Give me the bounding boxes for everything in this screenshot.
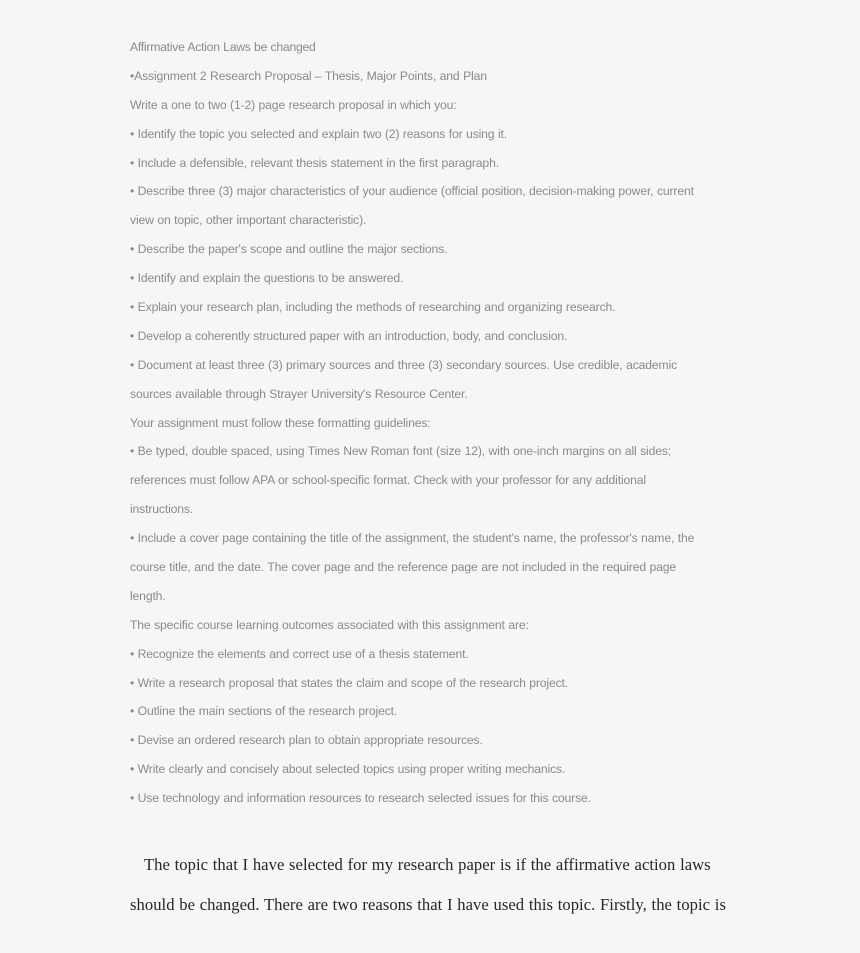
outcomes-intro: The specific course learning outcomes associated with this assignment are: <box>130 617 529 632</box>
bullet-item: • Document at least three (3) primary sources and three (3) secondary sources. Use credible, academic <box>130 357 678 372</box>
outcome-item: • Recognize the elements and correct use of a thesis statement. <box>130 646 469 661</box>
bullet-item: • Describe three (3) major characteristics of your audience (official position, decision-making power, current <box>130 184 694 199</box>
bullet-item-continuation: instructions. <box>130 502 194 517</box>
bullet-item-continuation: references must follow APA or school-specific format. Check with your professor for any additional <box>130 473 646 488</box>
bullet-item: • Identify and explain the questions to be answered. <box>130 271 404 286</box>
bullet-item: • Explain your research plan, including the methods of researching and organizing research. <box>130 300 616 315</box>
outcome-item: • Use technology and information resources to research selected issues for this course. <box>130 791 591 806</box>
bullet-item-continuation: course title, and the date. The cover page and the reference page are not included in the required page <box>130 560 676 575</box>
outcome-item: • Write a research proposal that states the claim and scope of the research project. <box>130 675 569 690</box>
outcome-item: • Write clearly and concisely about selected topics using proper writing mechanics. <box>130 762 566 777</box>
bullet-item-continuation: length. <box>130 588 166 603</box>
document-title: Affirmative Action Laws be changed <box>130 40 316 54</box>
instruction-intro: Write a one to two (1-2) page research proposal in which you: <box>130 97 457 112</box>
bullet-item-continuation: view on topic, other important characteristic). <box>130 213 367 228</box>
essay-paragraph <box>130 845 740 924</box>
assignment-instructions <box>130 33 740 813</box>
formatting-intro: Your assignment must follow these formatting guidelines: <box>130 415 431 430</box>
bullet-item: • Include a defensible, relevant thesis statement in the first paragraph. <box>130 155 499 170</box>
outcome-item: • Outline the main sections of the research project. <box>130 704 398 719</box>
bullet-item: • Identify the topic you selected and explain two (2) reasons for using it. <box>130 126 507 141</box>
essay-line: should be changed. There are two reasons that I have used this topic. Firstly, the topic is <box>130 894 726 914</box>
essay-line: The topic that I have selected for my research paper is if the affirmative action laws <box>144 855 711 874</box>
bullet-item: • Develop a coherently structured paper with an introduction, body, and conclusion. <box>130 328 568 343</box>
bullet-item: • Include a cover page containing the title of the assignment, the student's name, the professor's name, the <box>130 531 695 546</box>
bullet-item: • Be typed, double spaced, using Times New Roman font (size 12), with one-inch margins on all sides; <box>130 444 672 459</box>
outcome-item: • Devise an ordered research plan to obtain appropriate resources. <box>130 733 483 748</box>
bullet-item: • Describe the paper's scope and outline the major sections. <box>130 242 448 257</box>
assignment-heading: •Assignment 2 Research Proposal – Thesis, Major Points, and Plan <box>130 68 487 83</box>
bullet-item-continuation: sources available through Strayer University's Resource Center. <box>130 386 468 401</box>
